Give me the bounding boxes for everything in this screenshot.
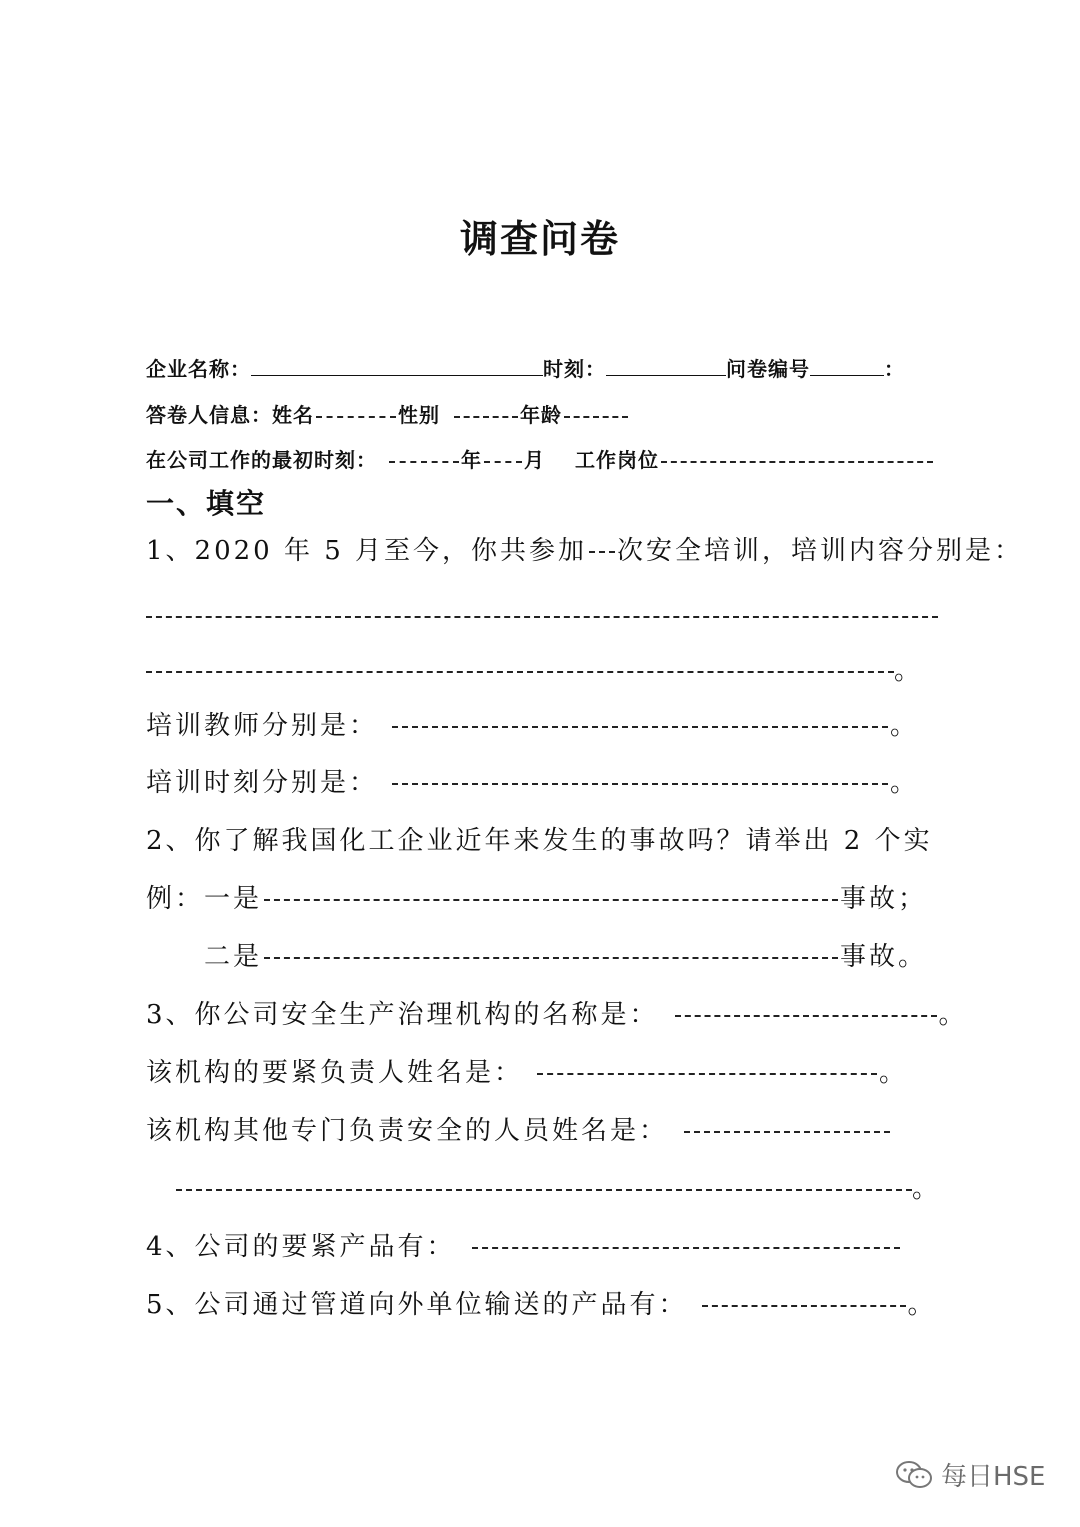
company-label: 企业名称： xyxy=(146,357,251,381)
times-period: 。 xyxy=(890,768,920,798)
q3-other-field-2[interactable] xyxy=(176,1189,912,1191)
q3-period: 。 xyxy=(938,1000,968,1030)
q5-period: 。 xyxy=(907,1290,937,1320)
header-row-company xyxy=(146,353,905,382)
teachers-period: 。 xyxy=(890,711,920,741)
header-row-respondent xyxy=(146,399,630,428)
teachers-row xyxy=(146,705,919,742)
age-label: 年龄 xyxy=(520,403,562,427)
age-field[interactable] xyxy=(564,416,628,418)
q1-answer-row-2 xyxy=(146,650,923,687)
respondent-label: 答卷人信息： xyxy=(146,403,272,427)
q2-example-2-field[interactable] xyxy=(264,957,838,959)
gender-label: 性别 xyxy=(398,403,440,427)
question-3 xyxy=(146,994,968,1031)
q3-head-field[interactable] xyxy=(537,1073,877,1075)
q3-text: 3、你公司安全生产治理机构的名称是： xyxy=(146,1000,659,1030)
q3-field[interactable] xyxy=(675,1015,937,1017)
q1-count-field[interactable] xyxy=(589,551,615,553)
q3-head-period: 。 xyxy=(879,1058,909,1088)
accident-semi: 事故； xyxy=(840,884,928,914)
q1-answer-line-2[interactable] xyxy=(146,671,894,673)
q3-head-label: 该机构的要紧负责人姓名是： xyxy=(146,1058,524,1088)
wechat-icon xyxy=(895,1460,933,1490)
accident-end: 事故。 xyxy=(840,942,928,972)
q5-text: 5、公司通过管道向外单位输送的产品有： xyxy=(146,1290,688,1320)
q3-head-row xyxy=(146,1052,908,1089)
q1-text-a: 1、2020 年 5 月至今，你共参加 xyxy=(146,536,588,566)
q3-other-field[interactable] xyxy=(684,1131,890,1133)
number-colon: ： xyxy=(884,357,905,381)
q2-example-1 xyxy=(146,878,927,915)
time-field[interactable] xyxy=(606,375,726,376)
q2-second-label: 二是 xyxy=(204,942,263,972)
q2-example-1-field[interactable] xyxy=(264,899,838,901)
position-label: 工作岗位 xyxy=(575,448,659,472)
position-field[interactable] xyxy=(661,461,933,463)
q4-field[interactable] xyxy=(472,1247,900,1249)
q3-other-period: 。 xyxy=(912,1174,942,1204)
time-label: 时刻： xyxy=(543,357,606,381)
section-title: 一、填空 xyxy=(146,487,267,520)
q3-other-row xyxy=(146,1110,892,1147)
number-label: 问卷编号 xyxy=(726,357,810,381)
q1-text-b: 次安全培训，培训内容分别是： xyxy=(617,536,1024,566)
times-row xyxy=(146,762,919,799)
teachers-label: 培训教师分别是： xyxy=(146,711,379,741)
q5-field[interactable] xyxy=(702,1305,906,1307)
q2-example-label: 例：一是 xyxy=(146,884,263,914)
page-title: 调查问卷 xyxy=(459,217,620,261)
start-year-field[interactable] xyxy=(389,461,459,463)
month-label: 月 xyxy=(524,448,545,472)
watermark xyxy=(895,1456,1045,1493)
gender-field[interactable] xyxy=(454,416,518,418)
question-5 xyxy=(146,1284,937,1321)
q3-other-row-2 xyxy=(176,1168,941,1205)
teachers-field[interactable] xyxy=(392,726,888,728)
q4-text: 4、公司的要紧产品有： xyxy=(146,1232,456,1262)
q2-example-2 xyxy=(204,936,927,973)
year-label: 年 xyxy=(461,448,482,472)
times-field[interactable] xyxy=(392,783,888,785)
start-label: 在公司工作的最初时刻： xyxy=(146,448,377,472)
number-field[interactable] xyxy=(810,375,884,376)
q1-period: 。 xyxy=(894,656,924,686)
name-label: 姓名 xyxy=(272,403,314,427)
times-label: 培训时刻分别是： xyxy=(146,768,379,798)
header-row-start xyxy=(146,444,935,473)
q3-other-label: 该机构其他专门负责安全的人员姓名是： xyxy=(146,1116,669,1146)
question-2: 2、你了解我国化工企业近年来发生的事故吗？请举出 2 个实 xyxy=(146,826,933,856)
start-month-field[interactable] xyxy=(484,461,522,463)
question-4 xyxy=(146,1226,902,1263)
q1-answer-line-1[interactable] xyxy=(146,606,938,625)
watermark-text: 每日HSE xyxy=(941,1462,1046,1492)
name-field[interactable] xyxy=(316,416,396,418)
company-field[interactable] xyxy=(251,375,543,376)
question-1 xyxy=(146,530,1023,567)
